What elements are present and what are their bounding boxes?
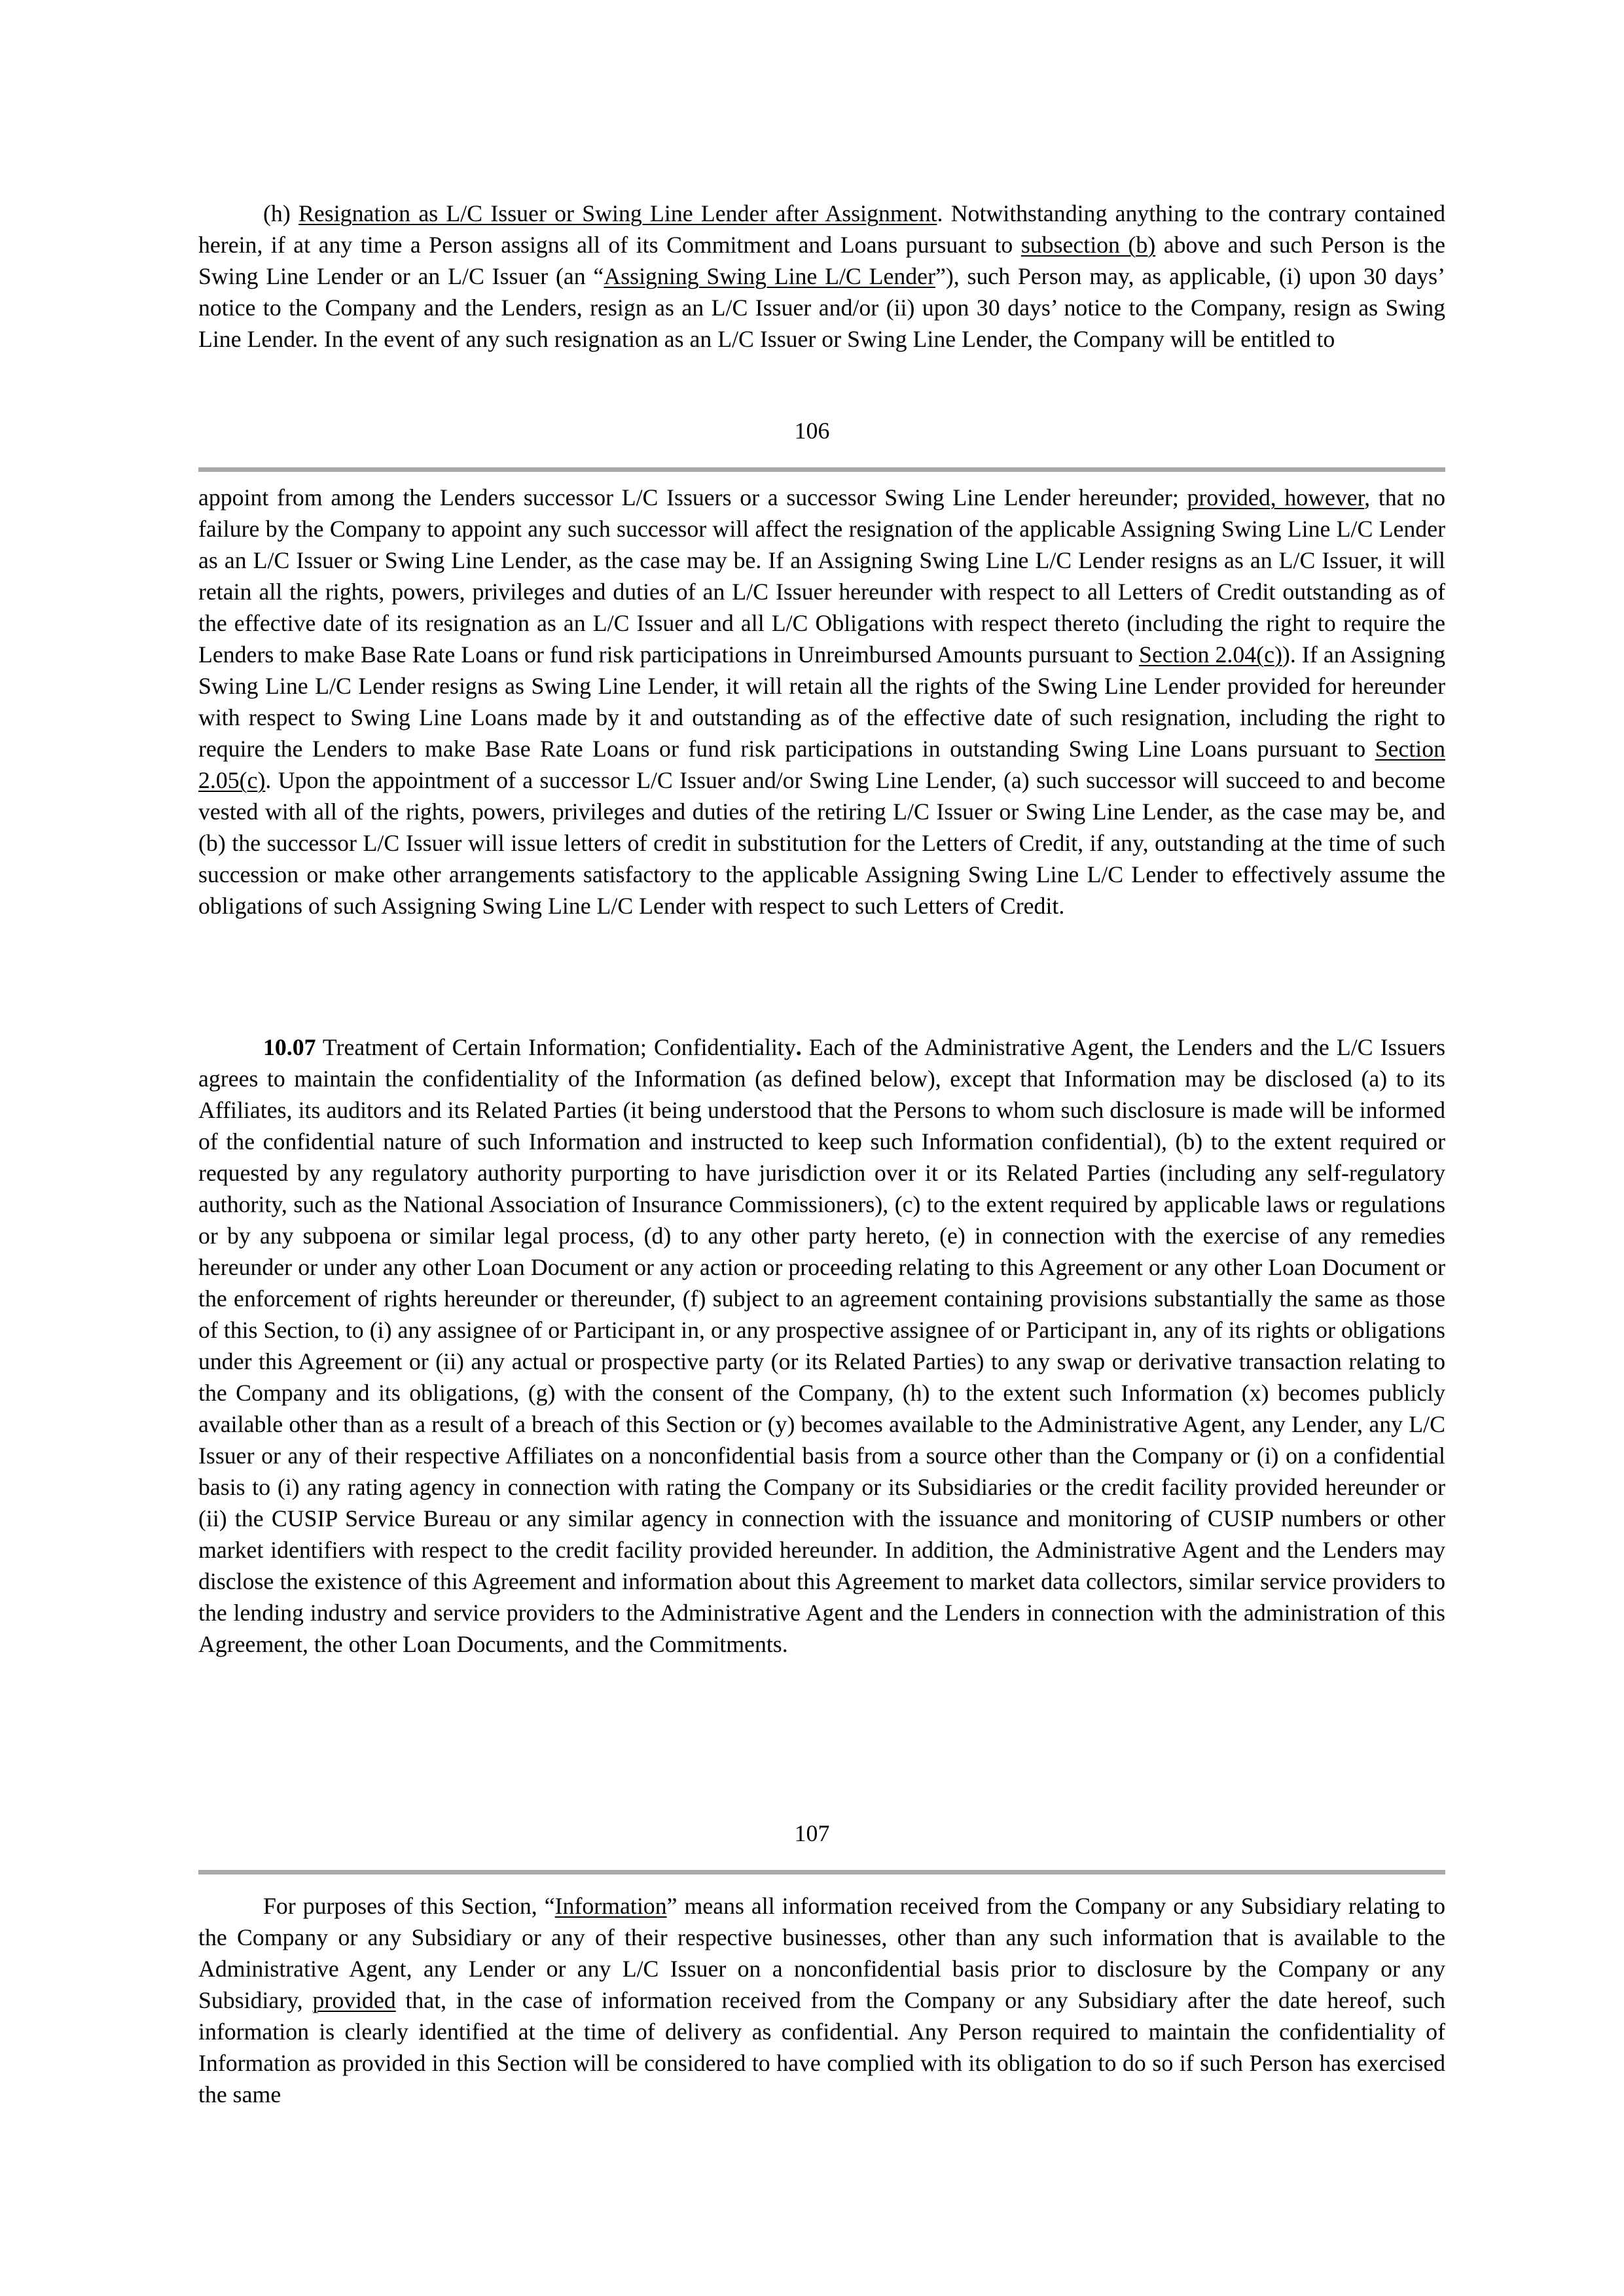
- paragraph-information-definition: [198, 1890, 1445, 2110]
- page-number-106: 106: [794, 418, 830, 444]
- defined-term-information: Information: [554, 1893, 667, 1919]
- page-break-divider-2: [198, 1870, 1445, 1874]
- page-break-divider: [198, 467, 1445, 472]
- ref-section-2-05c: Section 2.05(c): [198, 736, 1445, 793]
- paragraph-continuation: [198, 482, 1445, 922]
- information-definition-block: [198, 1890, 1445, 2110]
- section-title-period: .: [795, 1034, 802, 1060]
- information-text-1: For purposes of this Section, “: [263, 1893, 555, 1919]
- proviso-provided: provided: [312, 1987, 396, 2013]
- paragraph-h-text-2: above and such Person is the Swing Line Lender or an L/C Issuer (an “: [198, 232, 1446, 289]
- continuation-text-4: . Upon the appointment of a successor L/C Issuer and/or Swing Line Lender, (a) such successor will succeed to and become vested with all of the rights, powers, privileges and duties of the retiring L/C Issuer or Swing Line Lender, as the case may be, and (b) the successor L/C Issuer will issue letters of credit in substitution for the Letters of Credit, if any, outstanding at the time of such succession or make other arrangements satisfactory to the applicable Assigning Swing Line L/C Lender to effectively assume the obligations of such Assigning Swing Line L/C Lender with respect to such Letters of Credit.: [198, 767, 1445, 919]
- continuation-block: [198, 482, 1445, 922]
- ref-section-2-04c: Section 2.04(c): [1139, 641, 1282, 668]
- ref-subsection-b: subsection (b): [1020, 232, 1156, 258]
- section-10-07-body: Each of the Administrative Agent, the Lenders and the L/C Issuers agrees to maintain the confidentiality of the Information (as defined below), except that Information may be disclosed (a) to its Affiliates, its auditors and its Related Parties (it being understood that the Persons to whom such disclosure is made will be informed of the confidential nature of such Information and instructed to keep such Information confidential), (b) to the extent required or requested by any regulatory authority purporting to have jurisdiction over it or its Related Parties (including any self-regulatory authority, such as the National Association of Insurance Commissioners), (c) to the extent required by applicable laws or regulations or by any subpoena or similar legal process, (d) to any other party hereto, (e) in connection with the exercise of any remedies hereunder or under any other Loan Document or any action or proceeding relating to this Agreement or any other Loan Document or the enforcement of rights hereunder or thereunder, (f) subject to an agreement containing provisions substantially the same as those of this Section, to (i) any assignee of or Participant in, or any prospective assignee of or Participant in, any of its rights or obligations under this Agreement or (ii) any actual or prospective party (or its Related Parties) to any swap or derivative transaction relating to the Company and its obligations, (g) with the consent of the Company, (h) to the extent such Information (x) becomes publicly available other than as a result of a breach of this Section or (y) becomes available to the Administrative Agent, any Lender, any L/C Issuer or any of their respective Affiliates on a nonconfidential basis from a source other than the Company or (i) on a confidential basis to (i) any rating agency in connection with rating the Company or its Subsidiaries or the credit facility provided hereunder or (ii) the CUSIP Service Bureau or any similar agency in connection with the issuance and monitoring of CUSIP numbers or other market identifiers with respect to the credit facility provided hereunder. In addition, the Administrative Agent and the Lenders may disclose the existence of this Agreement and information about this Agreement to market data collectors, similar service providers to the lending industry and service providers to the Administrative Agent and the Lenders in connection with the administration of this Agreement, the other Loan Documents, and the Commitments.: [198, 1034, 1445, 1657]
- paragraph-10-07: [198, 1031, 1445, 1660]
- information-text-2: ” means all information received from the Company or any Subsidiary relating to the Company or any Subsidiary or any of their respective businesses, other than any such information that is available to the Administrative Agent, any Lender or any L/C Issuer on a nonconfidential basis prior to disclosure by the Company or any Subsidiary,: [198, 1893, 1445, 2013]
- proviso-provided-however: provided, however: [1187, 484, 1365, 511]
- paragraph-h: [198, 198, 1445, 355]
- section-10-07-block: [198, 1031, 1445, 1660]
- heading-resignation: Resignation as L/C Issuer or Swing Line Lender after Assignment: [298, 200, 937, 226]
- section-title: Treatment of Certain Information; Confidentiality: [316, 1034, 796, 1060]
- paragraph-h-text-1: . Notwithstanding anything to the contrary contained herein, if at any time a Person assigns all of its Commitment and Loans pursuant to: [198, 200, 1445, 258]
- page-number-107: 107: [794, 1820, 830, 1846]
- continuation-text-1: appoint from among the Lenders successor L/C Issuers or a successor Swing Line Lender hereunder;: [198, 484, 1187, 511]
- continuation-text-2: , that no failure by the Company to appoint any such successor will affect the resignation of the applicable Assigning Swing Line L/C Lender as an L/C Issuer or Swing Line Lender, as the case may be. If an Assigning Swing Line L/C Lender resigns as an L/C Issuer, it will retain all the rights, powers, privileges and duties of an L/C Issuer hereunder with respect to all Letters of Credit outstanding as of the effective date of its resignation as an L/C Issuer and all L/C Obligations with respect thereto (including the right to require the Lenders to make Base Rate Loans or fund risk participations in Unreimbursed Amounts pursuant to: [198, 484, 1445, 668]
- section-number: 10.07: [263, 1034, 316, 1060]
- section-h-block: [198, 198, 1445, 355]
- paragraph-h-text-3: ”), such Person may, as applicable, (i) upon 30 days’ notice to the Company and the Lenders, resign as an L/C Issuer and/or (ii) upon 30 days’ notice to the Company, resign as Swing Line Lender. In the event of any such resignation as an L/C Issuer or Swing Line Lender, the Company will be entitled to: [198, 263, 1445, 352]
- defined-term-assigning-lender: Assigning Swing Line L/C Lender: [604, 263, 935, 289]
- paragraph-h-lead: (h): [263, 200, 299, 226]
- continuation-text-3: ). If an Assigning Swing Line L/C Lender resigns as Swing Line Lender, it will retain all the rights of the Swing Line Lender provided for hereunder with respect to Swing Line Loans made by it and outstanding as of the effective date of such resignation, including the right to require the Lenders to make Base Rate Loans or fund risk participations in outstanding Swing Line Loans pursuant to: [198, 641, 1445, 762]
- information-text-3: that, in the case of information received from the Company or any Subsidiary after the date hereof, such information is clearly identified at the time of delivery as confidential. Any Person required to maintain the confidentiality of Information as provided in this Section will be considered to have complied with its obligation to do so if such Person has exercised the same: [198, 1987, 1445, 2108]
